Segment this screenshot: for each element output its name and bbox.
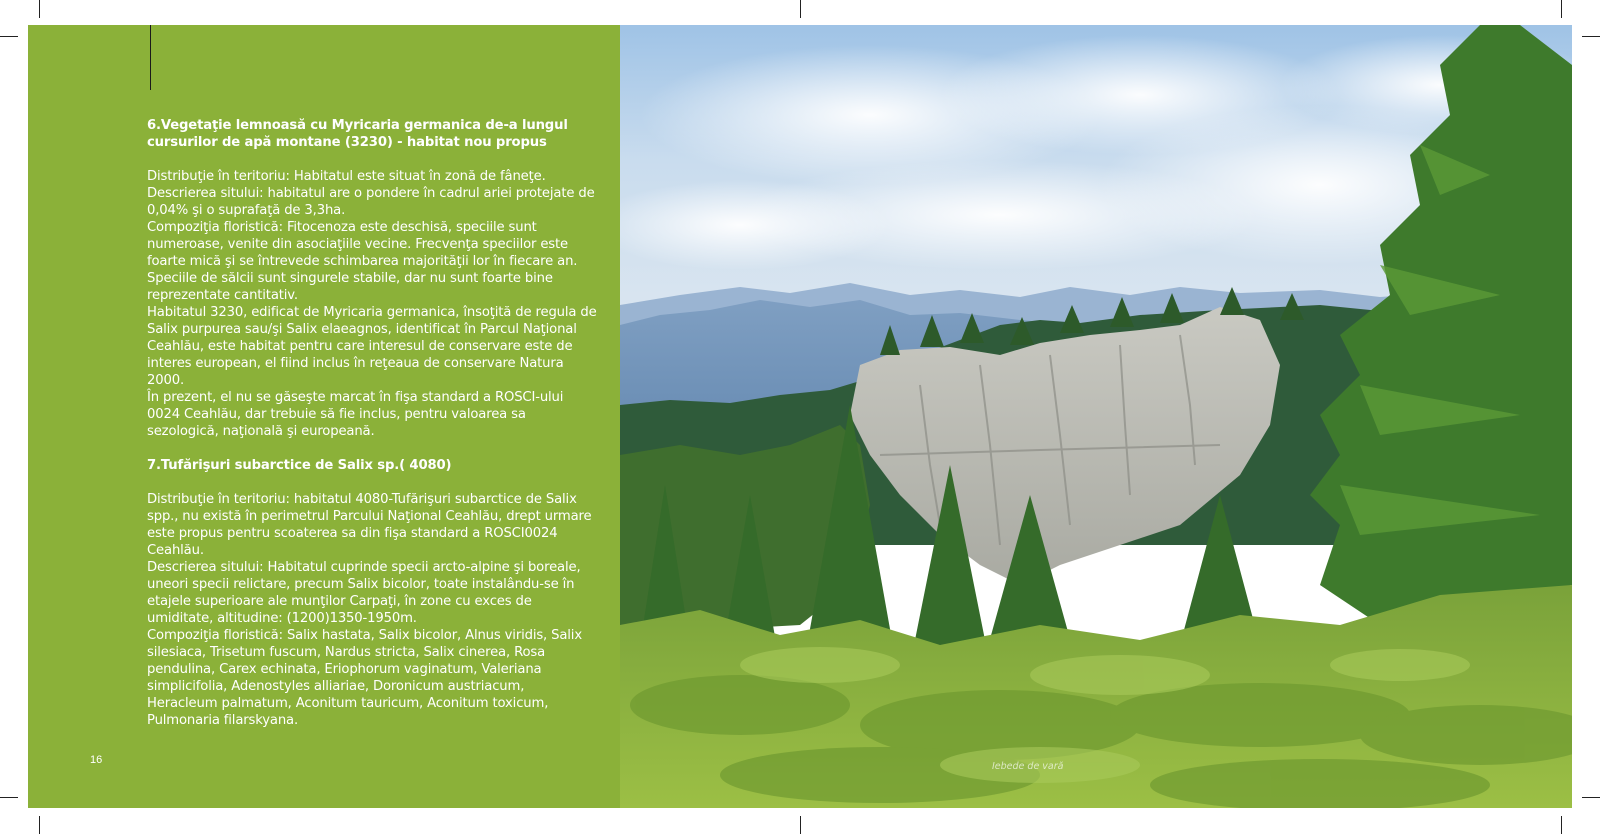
section-7-paragraph: Distribuţie în teritoriu: habitatul 4080-Tufărişuri subarctice de Salix spp., nu există în perimetrul Parcului Naţional Ceahlău, drept urmare este propus pentru scoaterea sa din fişa standard a ROSCI0024 Ceahlău. (147, 492, 592, 558)
section-7-paragraph: Compoziţia floristică: Salix hastata, Salix bicolor, Alnus viridis, Salix silesiaca, Trisetum fuscum, Nardus stricta, Salix cinerea, Rosa pendulina, Carex echinata, Eriophorum vaginatum, Valeriana simplicifolia, Adenostyles alliariae, Doronicum austriacum, Heracleum palmatum, Aconitum tauricum, Aconitum toxicum, Pulmonaria filarskyana. (147, 628, 582, 728)
section-7-title: 7.Tufărişuri subarctice de Salix sp.( 4080) (147, 458, 452, 473)
section-6-paragraph: Habitatul 3230, edificat de Myricaria germanica, însoţită de regula de Salix purpurea sau/şi Salix elaeagnos, identificat în Parcul Naţional Ceahlău, este habitat pentru care interesul de conservare este de interes european, el fiind inclus în reţeaua de conservare Natura 2000. (147, 305, 597, 388)
photo-caption: Iebede de vară (992, 761, 1064, 772)
accent-rule (150, 25, 151, 90)
crop-mark-top-center (800, 0, 801, 18)
section-6-paragraph: Descrierea sitului: habitatul are o pondere în cadrul ariei protejate de 0,04% şi o suprafaţă de 3,3ha. (147, 186, 595, 218)
section-6-paragraph: Compoziţia floristică: Fitocenoza este deschisă, speciile sunt numeroase, venite din asociaţiile vecine. Frecvenţa speciilor este foarte mică şi se întrevede schimbarea majorităţii lor în fiecare an. Speciile de sălcii sunt singurele stabile, dar nu sunt foarte bine reprezentate cantitativ. (147, 220, 578, 303)
crop-mark-left-bottom (0, 797, 18, 798)
section-6-title: 6.Vegetaţie lemnoasă cu Myricaria germanica de-a lungul cursurilor de apă montane (3230) - habitat nou propus (147, 118, 568, 150)
page-number: 16 (90, 754, 103, 766)
article-text (147, 117, 597, 729)
section-6-paragraph: În prezent, el nu se găseşte marcat în fişa standard a ROSCI-ului 0024 Ceahlău, dar trebuie să fie inclus, pentru valoarea sa sezologică, naţională şi europeană. (147, 390, 564, 439)
crop-mark-bottom-center (800, 816, 801, 834)
crop-mark-top-left (39, 0, 40, 18)
crop-mark-left-top (0, 36, 18, 37)
crop-mark-right-bottom (1582, 797, 1600, 798)
crop-mark-bottom-left (39, 816, 40, 834)
crop-mark-top-right (1561, 0, 1562, 18)
crop-mark-bottom-right (1561, 816, 1562, 834)
crop-mark-right-top (1582, 36, 1600, 37)
section-6-paragraph: Distribuţie în teritoriu: Habitatul este situat în zonă de fâneţe. (147, 169, 546, 184)
section-7-paragraph: Descrierea sitului: Habitatul cuprinde specii arcto-alpine şi boreale, uneori specii relictare, precum Salix bicolor, toate instalându-se în etajele superioare ale munţilor Carpaţi, în zone cu exces de umiditate, altitudine: (1200)1350-1950m. (147, 560, 581, 626)
landscape-photo (620, 25, 1572, 808)
